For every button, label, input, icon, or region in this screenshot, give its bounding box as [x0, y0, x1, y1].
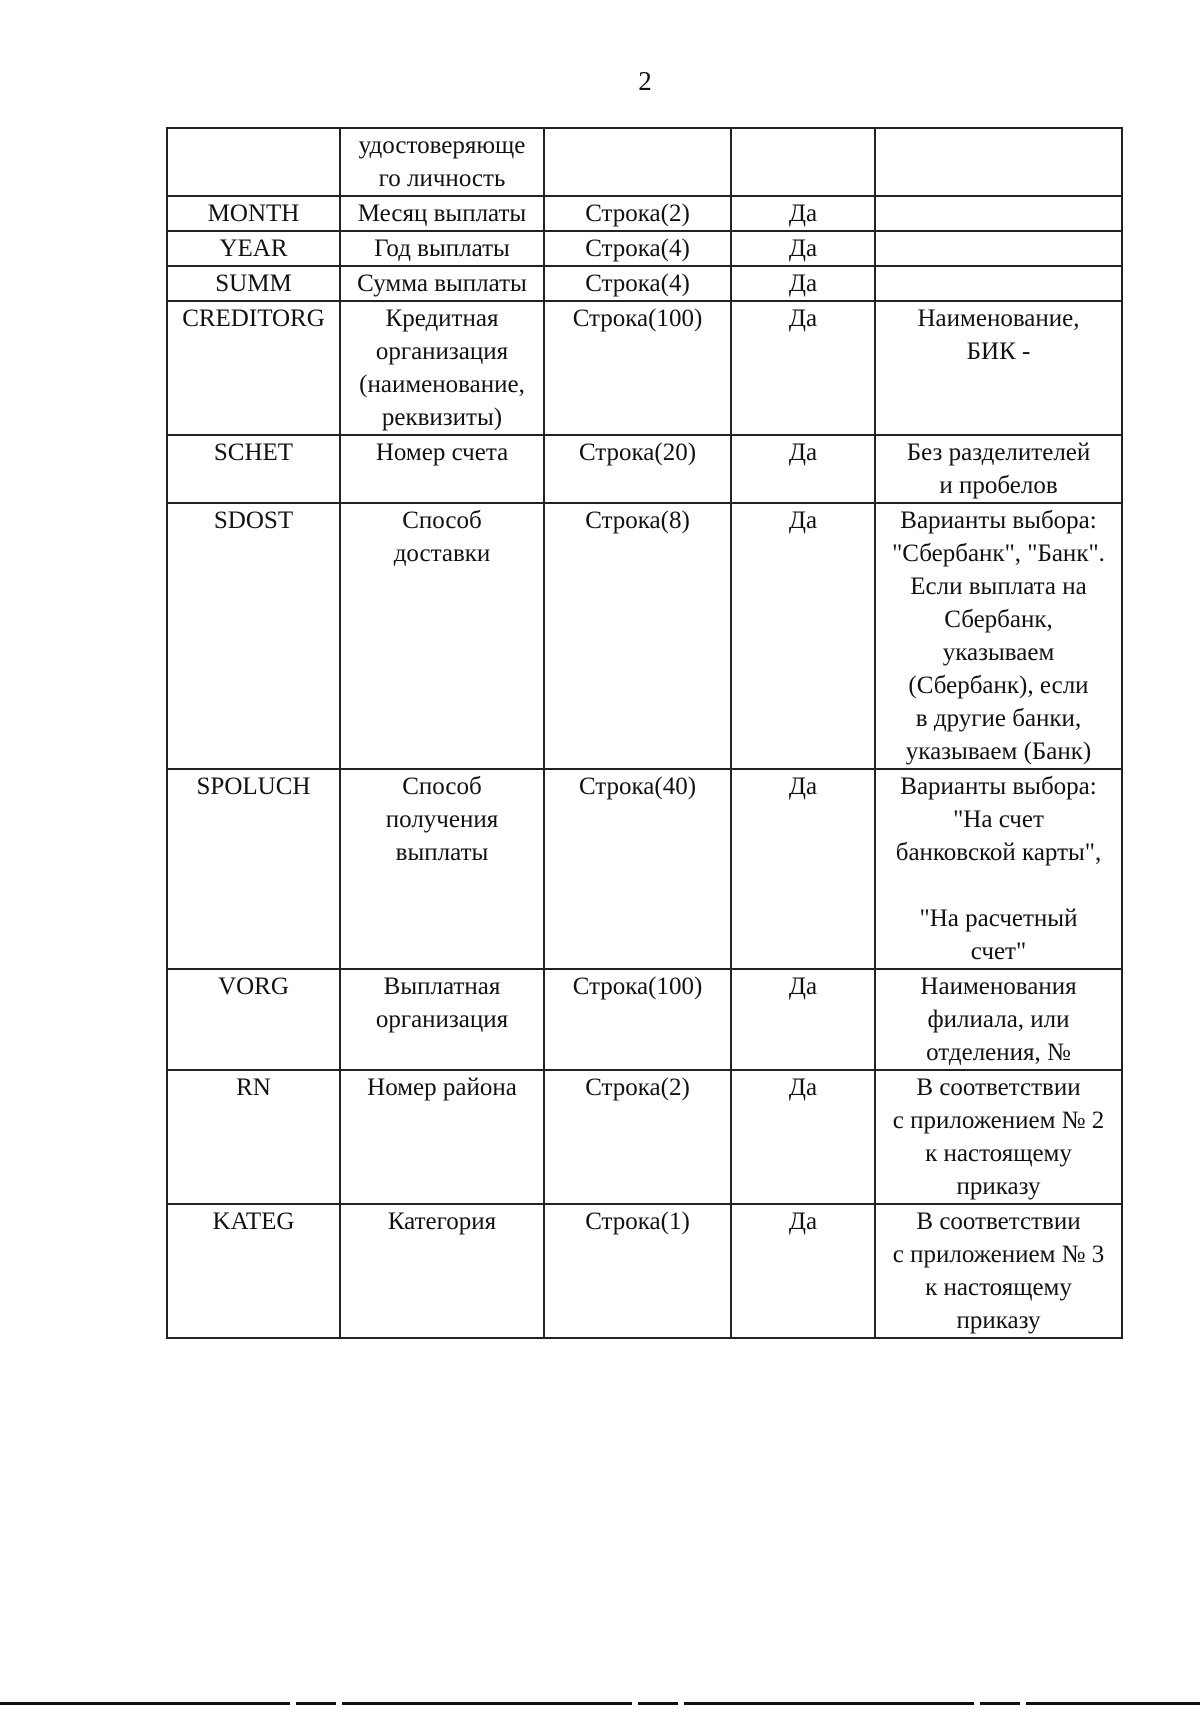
field-name-cell: Номер района [340, 1070, 544, 1204]
field-note-cell: Наименование, БИК - [875, 301, 1122, 435]
field-required-cell [731, 128, 875, 196]
table-row [167, 128, 1122, 196]
field-note-cell: В соответствии с приложением № 3 к настоящему приказу [875, 1204, 1122, 1338]
field-required-cell: Да [731, 435, 875, 503]
field-type-cell: Строка(2) [544, 196, 731, 231]
table-row [167, 769, 1122, 969]
field-required-cell: Да [731, 1204, 875, 1338]
field-name-cell: Способ доставки [340, 503, 544, 769]
field-code-cell: MONTH [167, 196, 340, 231]
field-type-cell: Строка(4) [544, 231, 731, 266]
field-name-cell: Выплатная организация [340, 969, 544, 1070]
field-note-cell [875, 196, 1122, 231]
field-code-cell: RN [167, 1070, 340, 1204]
field-code-cell: YEAR [167, 231, 340, 266]
field-name-cell: Сумма выплаты [340, 266, 544, 301]
table-row [167, 503, 1122, 769]
field-note-cell [875, 266, 1122, 301]
table-row [167, 301, 1122, 435]
table-row [167, 231, 1122, 266]
field-type-cell: Строка(100) [544, 301, 731, 435]
field-note-cell: Варианты выбора: "Сбербанк", "Банк". Если выплата на Сбербанк, указываем (Сбербанк), если в другие банки, указываем (Банк) [875, 503, 1122, 769]
field-note-cell: Наименования филиала, или отделения, № [875, 969, 1122, 1070]
field-required-cell: Да [731, 301, 875, 435]
field-type-cell: Строка(20) [544, 435, 731, 503]
field-note-cell: Варианты выбора: "На счет банковской карты", "На расчетный счет" [875, 769, 1122, 969]
field-required-cell: Да [731, 969, 875, 1070]
table-row [167, 266, 1122, 301]
field-note-cell [875, 128, 1122, 196]
field-code-cell: SUMM [167, 266, 340, 301]
field-code-cell: SPOLUCH [167, 769, 340, 969]
table-row [167, 1204, 1122, 1338]
field-type-cell [544, 128, 731, 196]
field-spec-table-body [167, 128, 1122, 1338]
field-required-cell: Да [731, 266, 875, 301]
field-name-cell: Способ получения выплаты [340, 769, 544, 969]
field-name-cell: Категория [340, 1204, 544, 1338]
field-code-cell [167, 128, 340, 196]
page-number: 2 [638, 66, 652, 96]
field-type-cell: Строка(40) [544, 769, 731, 969]
table-row [167, 435, 1122, 503]
field-name-cell: Номер счета [340, 435, 544, 503]
field-code-cell: CREDITORG [167, 301, 340, 435]
field-code-cell: SCHET [167, 435, 340, 503]
table-row [167, 1070, 1122, 1204]
field-name-cell: удостоверяюще го личность [340, 128, 544, 196]
field-name-cell: Год выплаты [340, 231, 544, 266]
field-name-cell: Кредитная организация (наименование, реквизиты) [340, 301, 544, 435]
field-code-cell: SDOST [167, 503, 340, 769]
field-spec-table [166, 127, 1123, 1339]
field-type-cell: Строка(8) [544, 503, 731, 769]
field-type-cell: Строка(100) [544, 969, 731, 1070]
field-note-cell: Без разделителей и пробелов [875, 435, 1122, 503]
field-note-cell [875, 231, 1122, 266]
field-note-cell: В соответствии с приложением № 2 к настоящему приказу [875, 1070, 1122, 1204]
field-required-cell: Да [731, 231, 875, 266]
field-name-cell: Месяц выплаты [340, 196, 544, 231]
field-type-cell: Строка(4) [544, 266, 731, 301]
field-required-cell: Да [731, 769, 875, 969]
field-type-cell: Строка(1) [544, 1204, 731, 1338]
table-row [167, 969, 1122, 1070]
field-type-cell: Строка(2) [544, 1070, 731, 1204]
field-required-cell: Да [731, 196, 875, 231]
table-row [167, 196, 1122, 231]
scan-edge-line [0, 1702, 1200, 1705]
field-code-cell: VORG [167, 969, 340, 1070]
field-required-cell: Да [731, 503, 875, 769]
field-code-cell: KATEG [167, 1204, 340, 1338]
field-required-cell: Да [731, 1070, 875, 1204]
